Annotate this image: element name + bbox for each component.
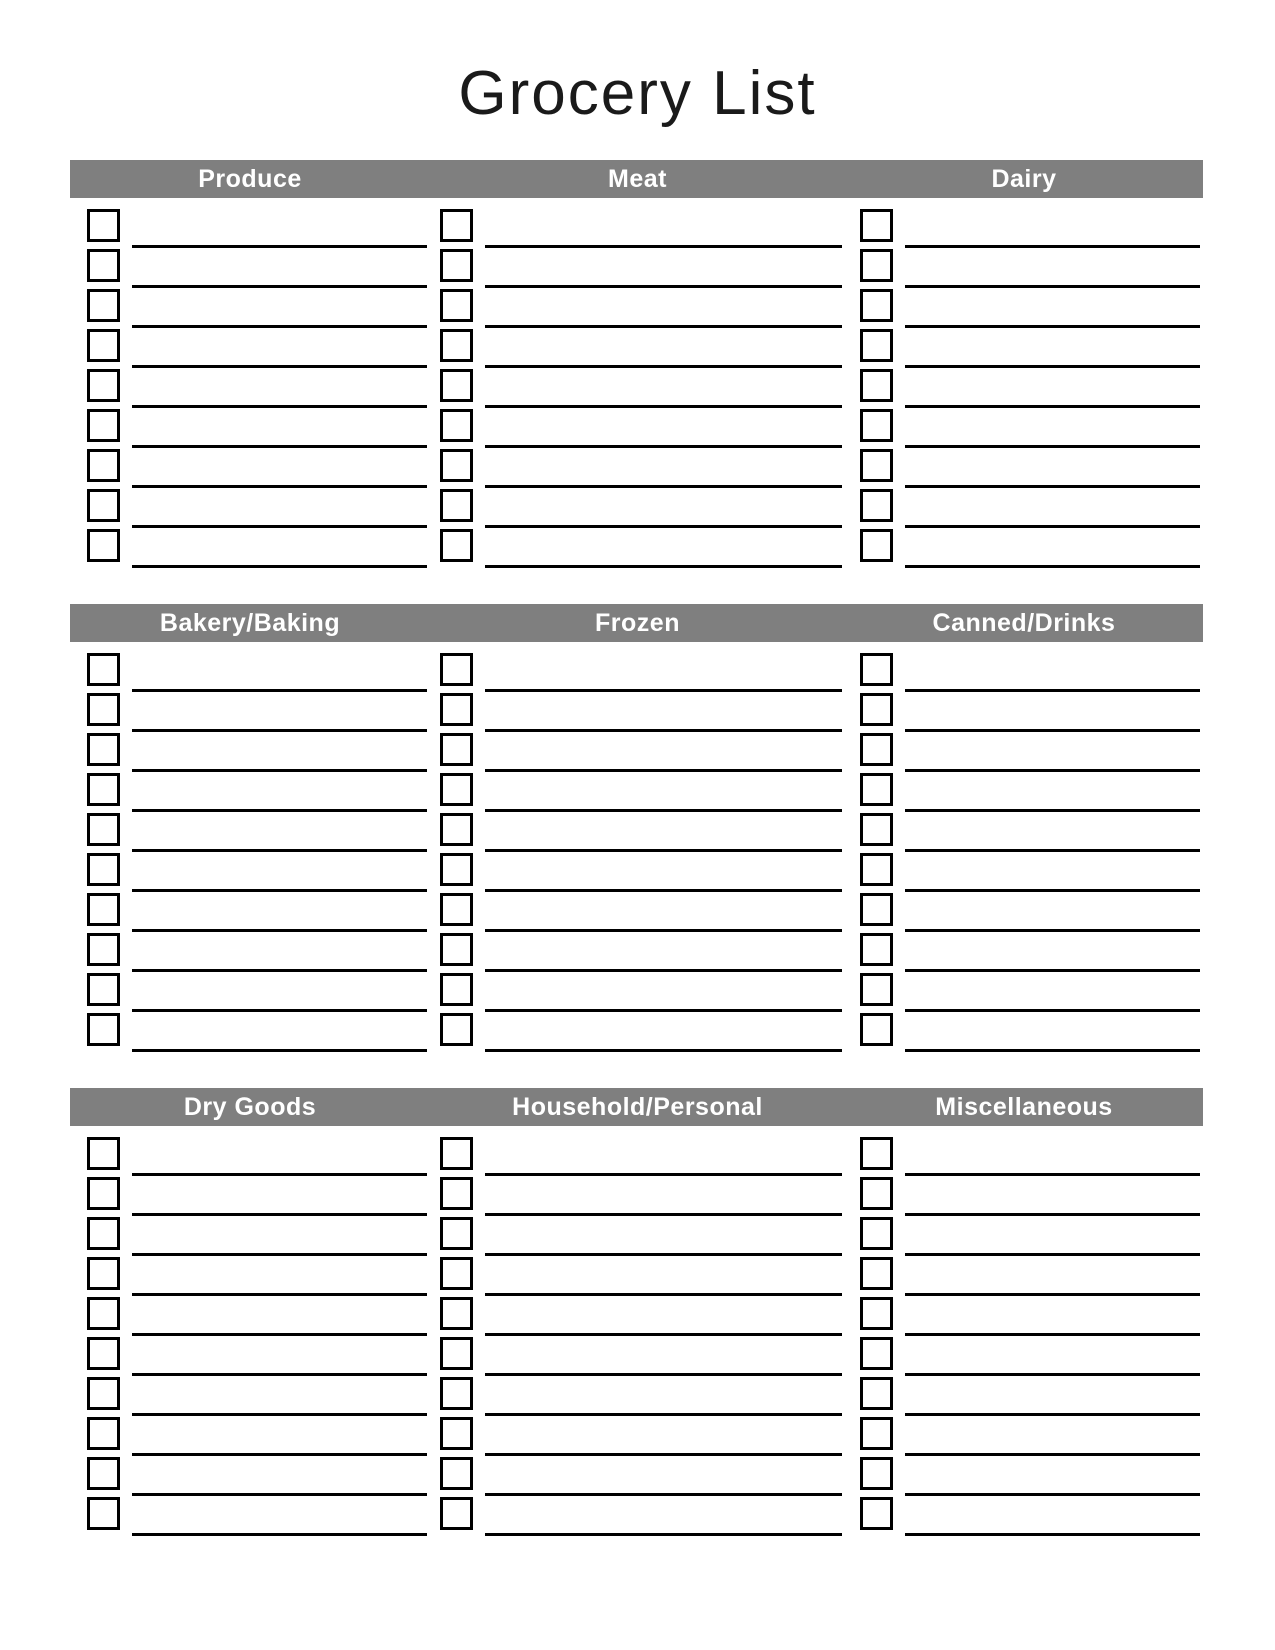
list-row [845, 773, 1203, 813]
item-line[interactable] [905, 325, 1200, 328]
list-row [70, 1217, 430, 1257]
checkbox[interactable] [860, 733, 893, 766]
checkbox[interactable] [87, 813, 120, 846]
item-line[interactable] [905, 689, 1200, 692]
checkbox[interactable] [440, 1377, 473, 1410]
section-header-dry-goods: Dry Goods [183, 1093, 317, 1121]
checkbox[interactable] [860, 933, 893, 966]
list-row [70, 653, 430, 693]
list-row [70, 1377, 430, 1417]
item-line[interactable] [905, 849, 1200, 852]
checkbox[interactable] [87, 1013, 120, 1046]
item-line[interactable] [132, 969, 427, 972]
checkbox[interactable] [860, 289, 893, 322]
checkbox[interactable] [440, 933, 473, 966]
item-line[interactable] [905, 1333, 1200, 1336]
checkbox[interactable] [87, 733, 120, 766]
list-row [845, 1497, 1203, 1537]
item-line[interactable] [485, 285, 842, 288]
item-line[interactable] [905, 245, 1200, 248]
item-line[interactable] [905, 1253, 1200, 1256]
list-row [70, 1337, 430, 1377]
checkbox[interactable] [440, 369, 473, 402]
list-row [845, 249, 1203, 289]
item-line[interactable] [485, 889, 842, 892]
checkbox[interactable] [440, 733, 473, 766]
item-line[interactable] [905, 1049, 1200, 1052]
checkbox[interactable] [860, 1217, 893, 1250]
checkbox[interactable] [440, 773, 473, 806]
list-row [70, 853, 430, 893]
list-row [845, 893, 1203, 933]
list-row [70, 1013, 430, 1053]
checkbox[interactable] [860, 773, 893, 806]
list-row [845, 933, 1203, 973]
list-row [845, 853, 1203, 893]
list-row [430, 693, 845, 733]
section-body [70, 653, 1203, 1053]
item-line[interactable] [905, 969, 1200, 972]
section-header-bar [70, 160, 1203, 198]
item-line[interactable] [132, 325, 427, 328]
checkbox[interactable] [87, 1377, 120, 1410]
checkbox[interactable] [440, 1217, 473, 1250]
checkbox[interactable] [860, 409, 893, 442]
checkbox[interactable] [860, 653, 893, 686]
section-header-bakery-baking: Bakery/Baking [159, 609, 341, 637]
checkbox[interactable] [87, 1177, 120, 1210]
column-dairy [845, 209, 1203, 569]
item-line[interactable] [485, 525, 842, 528]
list-row [430, 529, 845, 569]
item-line[interactable] [485, 1493, 842, 1496]
section-body [70, 1137, 1203, 1537]
list-row [845, 489, 1203, 529]
checkbox[interactable] [87, 853, 120, 886]
list-row [430, 933, 845, 973]
item-line[interactable] [485, 365, 842, 368]
checkbox[interactable] [860, 1377, 893, 1410]
checkbox[interactable] [860, 813, 893, 846]
item-line[interactable] [485, 1373, 842, 1376]
checkbox[interactable] [440, 813, 473, 846]
list-row [70, 1297, 430, 1337]
item-line[interactable] [132, 285, 427, 288]
checkbox[interactable] [440, 289, 473, 322]
checkbox[interactable] [860, 529, 893, 562]
list-row [70, 369, 430, 409]
section-header-miscellaneous: Miscellaneous [935, 1093, 1113, 1121]
list-row [845, 409, 1203, 449]
checkbox[interactable] [860, 1457, 893, 1490]
list-row [430, 1377, 845, 1417]
item-line[interactable] [485, 445, 842, 448]
item-line[interactable] [485, 929, 842, 932]
item-line[interactable] [132, 1453, 427, 1456]
checkbox[interactable] [860, 1297, 893, 1330]
item-line[interactable] [485, 1213, 842, 1216]
item-line[interactable] [905, 365, 1200, 368]
section-header-bar [70, 1088, 1203, 1126]
item-line[interactable] [132, 1533, 427, 1536]
item-line[interactable] [905, 1009, 1200, 1012]
list-row [70, 1457, 430, 1497]
item-line[interactable] [485, 1049, 842, 1052]
checkbox[interactable] [860, 853, 893, 886]
list-row [70, 973, 430, 1013]
page-title: Grocery List [458, 59, 817, 128]
checkbox[interactable] [87, 1297, 120, 1330]
item-line[interactable] [485, 729, 842, 732]
checkbox[interactable] [860, 893, 893, 926]
list-row [430, 813, 845, 853]
item-line[interactable] [132, 689, 427, 692]
list-row [70, 1497, 430, 1537]
list-row [845, 1177, 1203, 1217]
checkbox[interactable] [440, 329, 473, 362]
checkbox[interactable] [87, 693, 120, 726]
item-line[interactable] [485, 1293, 842, 1296]
item-line[interactable] [132, 1413, 427, 1416]
list-row [430, 893, 845, 933]
section-bakery-baking [0, 604, 1275, 1053]
checkbox[interactable] [860, 973, 893, 1006]
section-header-frozen: Frozen [595, 609, 680, 637]
checkbox[interactable] [860, 1417, 893, 1450]
checkbox[interactable] [87, 209, 120, 242]
item-line[interactable] [132, 1049, 427, 1052]
item-line[interactable] [132, 1373, 427, 1376]
list-row [845, 813, 1203, 853]
checkbox[interactable] [87, 529, 120, 562]
list-row [845, 289, 1203, 329]
checkbox[interactable] [860, 449, 893, 482]
checkbox[interactable] [87, 1257, 120, 1290]
section-header-meat: Meat [608, 165, 667, 193]
page-header [0, 0, 1275, 140]
list-row [430, 289, 845, 329]
list-row [430, 733, 845, 773]
item-line[interactable] [132, 929, 427, 932]
list-row [70, 329, 430, 369]
column-canned-drinks [845, 653, 1203, 1053]
checkbox[interactable] [440, 1497, 473, 1530]
sections-root [0, 160, 1275, 1537]
checkbox[interactable] [87, 773, 120, 806]
checkbox[interactable] [860, 329, 893, 362]
item-line[interactable] [905, 729, 1200, 732]
item-line[interactable] [132, 809, 427, 812]
checkbox[interactable] [440, 1013, 473, 1046]
item-line[interactable] [132, 1213, 427, 1216]
checkbox[interactable] [87, 249, 120, 282]
checkbox[interactable] [87, 369, 120, 402]
list-row [845, 653, 1203, 693]
checkbox[interactable] [87, 289, 120, 322]
section-produce [0, 160, 1275, 569]
item-line[interactable] [132, 1493, 427, 1496]
list-row [430, 209, 845, 249]
list-row [70, 1257, 430, 1297]
item-line[interactable] [132, 485, 427, 488]
list-row [845, 733, 1203, 773]
list-row [70, 1137, 430, 1177]
section-header-produce: Produce [198, 165, 302, 193]
list-row [845, 1013, 1203, 1053]
list-row [430, 1137, 845, 1177]
item-line[interactable] [485, 1333, 842, 1336]
checkbox[interactable] [860, 1337, 893, 1370]
item-line[interactable] [905, 525, 1200, 528]
checkbox[interactable] [87, 653, 120, 686]
item-line[interactable] [132, 365, 427, 368]
item-line[interactable] [485, 325, 842, 328]
list-row [430, 1297, 845, 1337]
list-row [845, 1377, 1203, 1417]
section-header-household-personal: Household/Personal [512, 1093, 763, 1121]
list-row [70, 813, 430, 853]
list-row [430, 409, 845, 449]
list-row [430, 489, 845, 529]
item-line[interactable] [132, 1253, 427, 1256]
list-row [70, 693, 430, 733]
item-line[interactable] [905, 1173, 1200, 1176]
list-row [70, 489, 430, 529]
item-line[interactable] [485, 245, 842, 248]
item-line[interactable] [485, 1009, 842, 1012]
checkbox[interactable] [440, 973, 473, 1006]
checkbox[interactable] [87, 449, 120, 482]
list-row [430, 853, 845, 893]
list-row [70, 933, 430, 973]
item-line[interactable] [132, 245, 427, 248]
column-miscellaneous [845, 1137, 1203, 1537]
list-row [845, 209, 1203, 249]
checkbox[interactable] [860, 489, 893, 522]
item-line[interactable] [132, 405, 427, 408]
item-line[interactable] [132, 1293, 427, 1296]
column-dry-goods [70, 1137, 430, 1537]
item-line[interactable] [132, 1173, 427, 1176]
item-line[interactable] [485, 485, 842, 488]
item-line[interactable] [485, 1173, 842, 1176]
item-line[interactable] [905, 1293, 1200, 1296]
checkbox[interactable] [860, 1013, 893, 1046]
item-line[interactable] [905, 1533, 1200, 1536]
column-meat [430, 209, 845, 569]
item-line[interactable] [485, 849, 842, 852]
list-row [430, 973, 845, 1013]
list-row [70, 449, 430, 489]
checkbox[interactable] [87, 1497, 120, 1530]
item-line[interactable] [905, 1413, 1200, 1416]
column-bakery-baking [70, 653, 430, 1053]
list-row [70, 249, 430, 289]
list-row [70, 773, 430, 813]
section-header-dairy: Dairy [991, 165, 1057, 193]
checkbox[interactable] [860, 249, 893, 282]
list-row [430, 1457, 845, 1497]
checkbox[interactable] [860, 1257, 893, 1290]
item-line[interactable] [132, 565, 427, 568]
checkbox[interactable] [440, 1137, 473, 1170]
list-row [70, 289, 430, 329]
item-line[interactable] [132, 729, 427, 732]
checkbox[interactable] [440, 893, 473, 926]
item-line[interactable] [485, 689, 842, 692]
list-row [430, 1337, 845, 1377]
item-line[interactable] [132, 1333, 427, 1336]
checkbox[interactable] [440, 449, 473, 482]
checkbox[interactable] [440, 209, 473, 242]
list-row [430, 1417, 845, 1457]
checkbox[interactable] [440, 249, 473, 282]
item-line[interactable] [132, 525, 427, 528]
list-row [430, 1013, 845, 1053]
item-line[interactable] [132, 1009, 427, 1012]
list-row [430, 449, 845, 489]
list-row [845, 449, 1203, 489]
item-line[interactable] [485, 769, 842, 772]
checkbox[interactable] [860, 1137, 893, 1170]
checkbox[interactable] [87, 893, 120, 926]
checkbox[interactable] [440, 1257, 473, 1290]
item-line[interactable] [905, 445, 1200, 448]
section-dry-goods [0, 1088, 1275, 1537]
item-line[interactable] [132, 445, 427, 448]
section-header-bar [70, 604, 1203, 642]
checkbox[interactable] [860, 209, 893, 242]
item-line[interactable] [132, 849, 427, 852]
item-line[interactable] [905, 809, 1200, 812]
item-line[interactable] [132, 769, 427, 772]
list-row [430, 1217, 845, 1257]
item-line[interactable] [485, 969, 842, 972]
section-body [70, 209, 1203, 569]
checkbox[interactable] [440, 693, 473, 726]
checkbox[interactable] [440, 1297, 473, 1330]
checkbox[interactable] [860, 693, 893, 726]
list-row [70, 1177, 430, 1217]
checkbox[interactable] [440, 409, 473, 442]
item-line[interactable] [905, 485, 1200, 488]
column-frozen [430, 653, 845, 1053]
checkbox[interactable] [87, 329, 120, 362]
list-row [430, 1257, 845, 1297]
checkbox[interactable] [87, 1137, 120, 1170]
list-row [845, 973, 1203, 1013]
checkbox[interactable] [440, 653, 473, 686]
item-line[interactable] [905, 1373, 1200, 1376]
item-line[interactable] [485, 405, 842, 408]
list-row [845, 1297, 1203, 1337]
list-row [845, 1137, 1203, 1177]
list-row [430, 653, 845, 693]
item-line[interactable] [485, 1253, 842, 1256]
list-row [845, 1457, 1203, 1497]
item-line[interactable] [905, 889, 1200, 892]
list-row [845, 693, 1203, 733]
checkbox[interactable] [860, 1497, 893, 1530]
list-row [430, 773, 845, 813]
checkbox[interactable] [440, 529, 473, 562]
checkbox[interactable] [87, 409, 120, 442]
checkbox[interactable] [440, 1417, 473, 1450]
checkbox[interactable] [440, 1337, 473, 1370]
item-line[interactable] [485, 1413, 842, 1416]
list-row [845, 329, 1203, 369]
list-row [70, 409, 430, 449]
list-row [845, 1217, 1203, 1257]
item-line[interactable] [905, 769, 1200, 772]
list-row [70, 209, 430, 249]
checkbox[interactable] [87, 1457, 120, 1490]
checkbox[interactable] [440, 853, 473, 886]
item-line[interactable] [905, 1493, 1200, 1496]
list-row [430, 249, 845, 289]
list-row [430, 369, 845, 409]
item-line[interactable] [485, 565, 842, 568]
item-line[interactable] [485, 809, 842, 812]
list-row [430, 1177, 845, 1217]
list-row [70, 1417, 430, 1457]
checkbox[interactable] [87, 933, 120, 966]
list-row [430, 1497, 845, 1537]
item-line[interactable] [132, 889, 427, 892]
list-row [845, 1257, 1203, 1297]
item-line[interactable] [905, 1213, 1200, 1216]
list-row [70, 893, 430, 933]
checkbox[interactable] [860, 1177, 893, 1210]
checkbox[interactable] [87, 1337, 120, 1370]
checkbox[interactable] [87, 973, 120, 1006]
item-line[interactable] [485, 1533, 842, 1536]
checkbox[interactable] [87, 489, 120, 522]
column-produce [70, 209, 430, 569]
checkbox[interactable] [87, 1417, 120, 1450]
checkbox[interactable] [440, 489, 473, 522]
list-row [845, 1337, 1203, 1377]
item-line[interactable] [905, 929, 1200, 932]
checkbox[interactable] [440, 1457, 473, 1490]
section-header-canned-drinks: Canned/Drinks [932, 609, 1116, 637]
checkbox[interactable] [87, 1217, 120, 1250]
item-line[interactable] [905, 285, 1200, 288]
checkbox[interactable] [860, 369, 893, 402]
list-row [430, 329, 845, 369]
column-household-personal [430, 1137, 845, 1537]
item-line[interactable] [485, 1453, 842, 1456]
item-line[interactable] [905, 1453, 1200, 1456]
item-line[interactable] [905, 405, 1200, 408]
list-row [70, 529, 430, 569]
list-row [845, 369, 1203, 409]
list-row [845, 1417, 1203, 1457]
item-line[interactable] [905, 565, 1200, 568]
list-row [70, 733, 430, 773]
checkbox[interactable] [440, 1177, 473, 1210]
list-row [845, 529, 1203, 569]
